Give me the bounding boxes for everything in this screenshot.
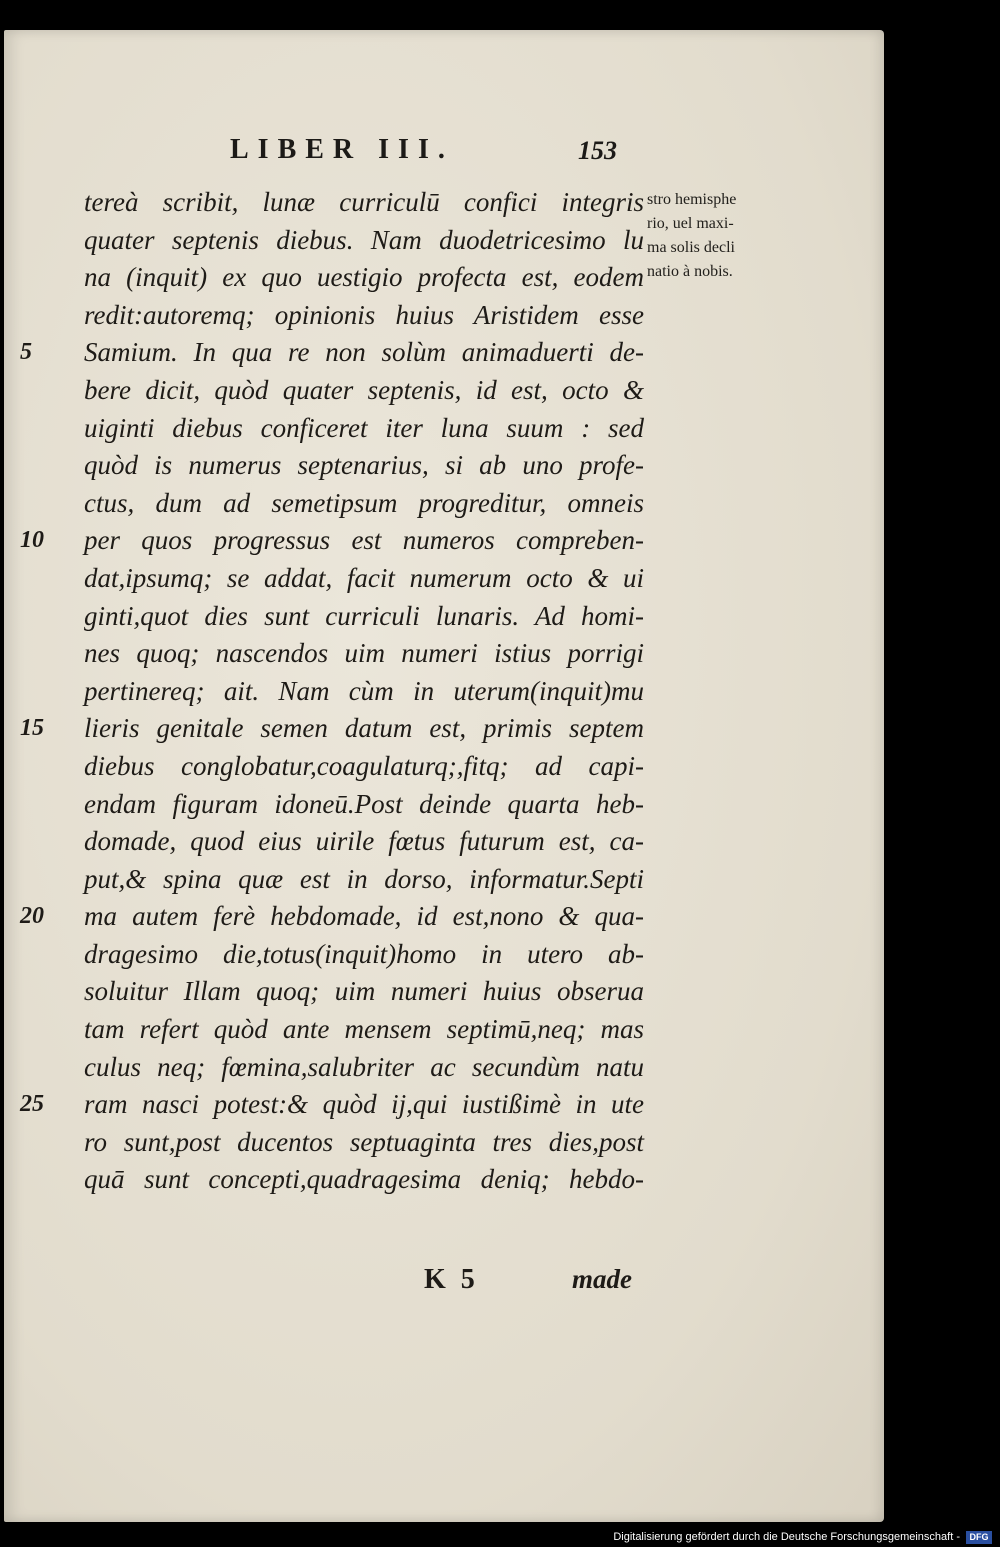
line-text: tam refert quòd ante mensem septimū,neq; mas	[84, 1014, 644, 1045]
line-number: 25	[20, 1091, 44, 1118]
line-text: tereà scribit, lunæ curriculū confici integris	[84, 187, 644, 217]
text-line	[84, 973, 644, 1011]
line-text: dat,ipsumq; se addat, facit numerum octo & ui	[84, 562, 644, 593]
line-text: Samium. In qua re non solùm animaduerti de-	[84, 337, 644, 368]
line-text: put,& spina quæ est in dorso, informatur.Septi	[84, 863, 644, 894]
text-line	[84, 1161, 644, 1199]
line-number: 15	[20, 715, 44, 742]
signature-mark: K 5	[424, 1264, 479, 1295]
marginal-note-line: ma solis decli	[647, 239, 735, 256]
text-line	[84, 936, 644, 974]
line-number: 10	[20, 527, 44, 554]
text-line	[84, 673, 644, 711]
text-line	[84, 297, 644, 335]
text-line	[84, 1011, 644, 1049]
catchword: made	[572, 1264, 632, 1294]
line-text: ma autem ferè hebdomade, id est,nono & qua-	[84, 901, 644, 932]
line-text: culus neq; fœmina,salubriter ac secundùm natu	[84, 1051, 644, 1082]
text-line	[84, 861, 644, 899]
text-line	[84, 823, 644, 861]
line-text: pertinereq; ait. Nam cùm in uterum(inquit)mu	[84, 675, 644, 706]
line-text: na (inquit) ex quo uestigio profecta est, eodem	[84, 262, 644, 293]
digitization-footer	[0, 1529, 1000, 1547]
folio-number: 153	[578, 136, 617, 165]
text-line	[84, 372, 644, 410]
line-text: ram nasci potest:& quòd ij,qui iustißimè in ute	[84, 1089, 644, 1120]
line-text: per quos progressus est numeros compreben-	[84, 525, 644, 556]
marginal-note-line: rio, uel maxi-	[647, 215, 734, 232]
main-text-block	[20, 184, 644, 1199]
text-line	[84, 560, 644, 598]
text-line	[84, 447, 644, 485]
text-line	[84, 1124, 644, 1162]
line-number: 20	[20, 903, 44, 930]
line-text: endam figuram idoneū.Post deinde quarta heb-	[84, 788, 644, 819]
text-line	[20, 898, 644, 936]
text-line	[20, 710, 644, 748]
text-line	[84, 410, 644, 448]
marginal-note	[647, 188, 787, 284]
text-line	[84, 1049, 644, 1087]
footer-credit: Digitalisierung gefördert durch die Deutsche Forschungsgemeinschaft -	[613, 1531, 960, 1543]
line-text: quater septenis diebus. Nam duodetricesimo lu	[84, 224, 644, 255]
book-page	[4, 30, 884, 1522]
line-text: dragesimo die,totus(inquit)homo in utero ab-	[84, 938, 644, 969]
text-line	[84, 598, 644, 636]
line-text: bere dicit, quòd quater septenis, id est, octo &	[84, 374, 644, 405]
running-head: LIBER III.	[230, 134, 454, 165]
line-text: nes quoq; nascendos uim numeri istius porrigi	[84, 638, 644, 669]
line-text: domade, quod eius uirile fœtus futurum est, ca-	[84, 826, 644, 857]
text-line	[84, 485, 644, 523]
text-line	[20, 1086, 644, 1124]
text-line	[84, 748, 644, 786]
line-text: uiginti diebus conficeret iter luna suum : sed	[84, 412, 644, 443]
line-text: ro sunt,post ducentos septuaginta tres dies,post	[84, 1126, 644, 1157]
text-line	[84, 786, 644, 824]
text-line	[20, 522, 644, 560]
line-text: quā sunt concepti,quadragesima deniq; hebdo-	[84, 1164, 644, 1195]
page-signature-line	[4, 1264, 884, 1300]
line-text: ctus, dum ad semetipsum progreditur, omneis	[84, 487, 644, 518]
marginal-note-line: natio à nobis.	[647, 263, 733, 280]
line-text: soluitur Illam quoq; uim numeri huius obserua	[84, 976, 644, 1007]
line-text: diebus conglobatur,coagulaturq;,fitq; ad capi-	[84, 750, 644, 781]
line-number: 5	[20, 339, 32, 366]
line-text: ginti,quot dies sunt curriculi lunaris. Ad homi-	[84, 600, 644, 631]
line-text: redit:autoremq; opinionis huius Aristidem esse	[84, 299, 644, 330]
marginal-note-line: stro hemisphe	[647, 191, 737, 208]
text-line	[84, 184, 644, 222]
line-text: lieris genitale semen datum est, primis septem	[84, 713, 644, 744]
text-line	[20, 334, 644, 372]
line-text: quòd is numerus septenarius, si ab uno profe-	[84, 450, 644, 481]
page-header	[4, 134, 884, 174]
text-line	[84, 222, 644, 260]
text-line	[84, 259, 644, 297]
text-line	[84, 635, 644, 673]
dfg-logo-badge: DFG	[966, 1531, 992, 1544]
